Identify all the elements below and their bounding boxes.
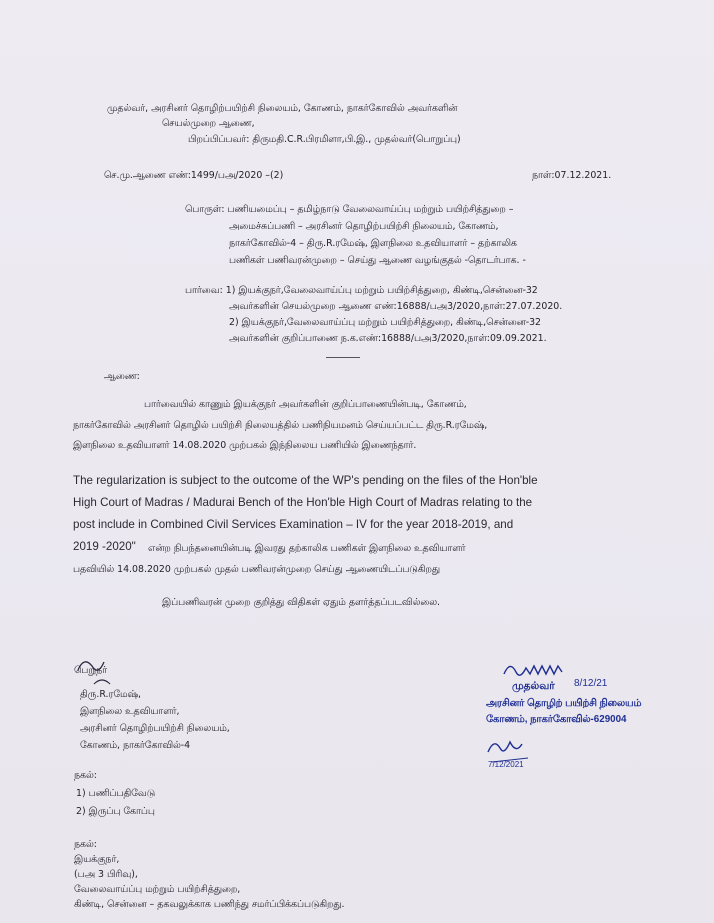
copies-heading: நகல்:: [74, 770, 97, 781]
tamil-condition-line: என்ற நிபந்தனையின்படி இவரது தற்காலிக பணிகள் இளநிலை உதவியாளர்: [148, 543, 466, 554]
order-para-line-1: பார்வையில் காணும் இயக்குநர் அவர்களின் குறிப்பாணையின்படி, கோணம்,: [144, 399, 467, 410]
principal-signature: [500, 658, 570, 682]
reference-1-line-1: பார்வை: 1) இயக்குநர்,வேலைவாய்ப்பு மற்றும் பயிற்சித்துறை, கிண்டி,சென்னை-32: [185, 285, 538, 296]
order-date: நாள்:07.12.2021.: [532, 170, 612, 181]
subject-line-2: அமைச்சுப்பணி – அரசினர் தொழிற்பயிற்சி நிலையம், கோணம்,: [229, 221, 499, 232]
order-heading: ஆணை:: [104, 371, 140, 382]
subject-line-1: பொருள்: பணியமைப்பு – தமிழ்நாடு வேலைவாய்ப்பு மற்றும் பயிற்சித்துறை –: [185, 204, 514, 215]
stamp-line-2: கோணம், நாகர்கோவில்-629004: [486, 714, 627, 725]
order-para-line-2: நாகர்கோவில் அரசினர் தொழில் பயிற்சி நிலையத்தில் பணிநியமனம் செய்யப்பட்ட திரு.R.ரமேஷ்,: [73, 420, 488, 431]
recipient-name: திரு.R.ரமேஷ்,: [80, 689, 142, 700]
recipient-initial-mark: [74, 650, 124, 690]
order-number: செ.மு.ஆணை எண்:1499/பஅ/2020 –(2): [104, 170, 284, 181]
header-issuer: பிறப்பிப்பவர்: திருமதி.C.R.பிரமிளா,பி.இ., முதல்வர்(பொறுப்பு): [188, 134, 461, 145]
initial-date: 7/12/2021: [488, 760, 524, 769]
copy-to-line-3: வேலைவாய்ப்பு மற்றும் பயிற்சித்துறை,: [74, 884, 241, 895]
recipient-office: அரசினர் தொழிற்பயிற்சி நிலையம்,: [80, 723, 230, 734]
stamp-title: முதல்வர்: [512, 680, 555, 692]
copy-item-1: 1) பணிப்பதிவேடு: [76, 788, 156, 799]
relaxation-note: இப்பணிவரன் முறை குறித்து விதிகள் ஏதும் தளர்த்தப்படவில்லை.: [162, 597, 441, 608]
reference-1-line-2: அவர்களின் செயல்முறை ஆணை எண்:16888/பஅ3/2020,நாள்:27.07.2020.: [229, 301, 563, 312]
copy-to-line-2: (பஅ 3 பிரிவு),: [74, 869, 138, 880]
subject-line-4: பணிகள் பணிவரன்முறை – செய்து ஆணை வழங்குதல் -தொடர்பாக. -: [229, 255, 526, 266]
header-line-1: முதல்வர், அரசினர் தொழிற்பயிற்சி நிலையம், கோணம், நாகர்கோவில் அவர்களின்: [107, 103, 458, 114]
recipient-place: கோணம், நாகர்கோவில்-4: [80, 740, 191, 751]
copy-item-2: 2) இருப்பு கோப்பு: [76, 806, 155, 817]
recipient-designation: இளநிலை உதவியாளர்,: [80, 706, 180, 717]
order-para2-line-2: பதவியில் 14.08.2020 முற்பகல் முதல் பணிவரன்முறை செய்து ஆணையிடப்படுகிறது: [73, 564, 440, 575]
order-para-line-3: இளநிலை உதவியாளர் 14.08.2020 முற்பகல் இந்நிலைய பணியில் இணைந்தார்.: [73, 440, 417, 451]
reference-2-line-2: அவர்களின் குறிப்பாணை ந.க.எண்:16888/பஅ3/2020,நாள்:09.09.2021.: [229, 333, 547, 344]
stamp-sign-date: 8/12/21: [574, 678, 608, 689]
english-line-4: 2019 -2020": [73, 540, 136, 553]
english-line-3: post include in Combined Civil Services Examination – IV for the year 2018-2019, and: [73, 518, 514, 531]
section-divider: [326, 357, 360, 358]
copy-to-heading: நகல்:: [74, 839, 97, 850]
stamp-line-1: அரசினர் தொழிற் பயிற்சி நிலையம்: [486, 698, 642, 709]
copy-to-line-1: இயக்குநர்,: [74, 854, 120, 865]
recipient-heading: பெறுநர்: [74, 665, 108, 676]
english-line-1: The regularization is subject to the outcome of the WP's pending on the files of the Hon'ble: [73, 474, 538, 487]
header-line-2: செயல்முறை ஆணை,: [162, 118, 255, 129]
reference-2-line-1: 2) இயக்குநர்,வேலைவாய்ப்பு மற்றும் பயிற்சித்துறை, கிண்டி,சென்னை-32: [229, 317, 542, 328]
copy-to-line-4: கிண்டி, சென்னை – தகவலுக்காக பணிந்து சமர்ப்பிக்கப்படுகிறது.: [74, 899, 345, 910]
english-line-2: High Court of Madras / Madurai Bench of the Hon'ble High Court of Madras relating to the: [73, 496, 533, 509]
subject-line-3: நாகர்கோவில்-4 – திரு.R.ரமேஷ், இளநிலை உதவியாளர் – தற்காலிக: [229, 238, 517, 249]
